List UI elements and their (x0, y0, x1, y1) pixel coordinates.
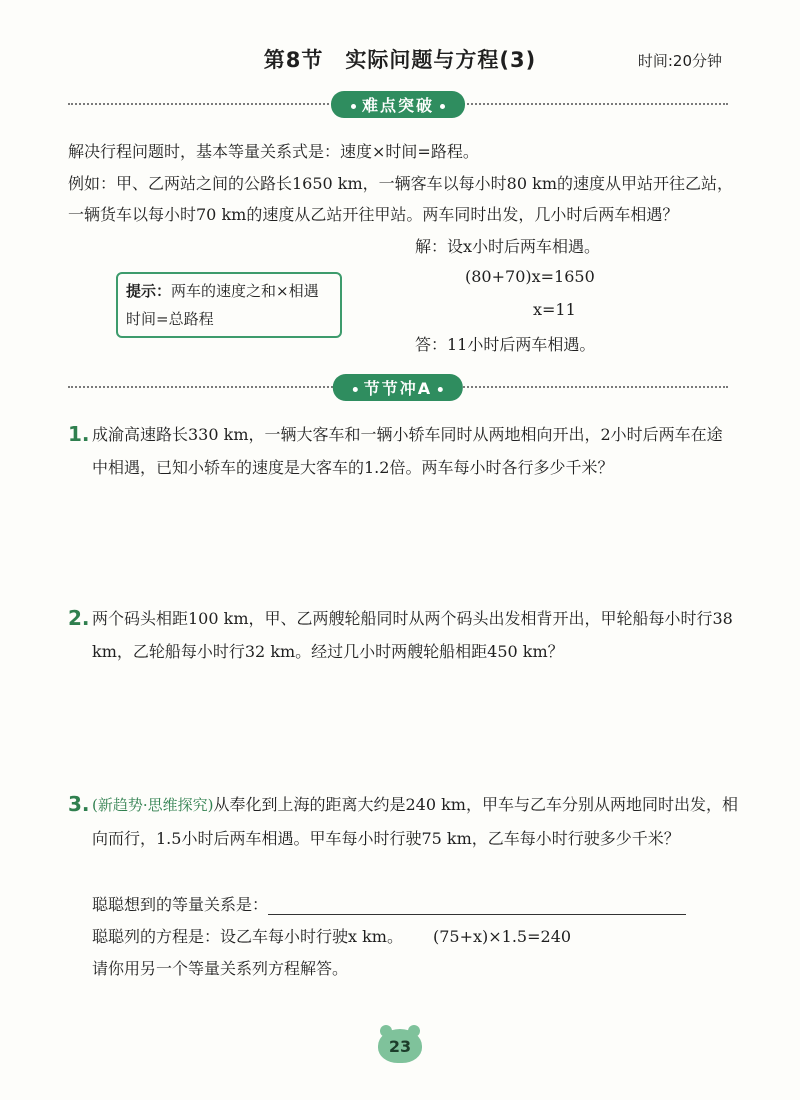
problem-text: 成渝高速路长330 km，一辆大客车和一辆小轿车同时从两地相向开出，2小时后两车在途中相遇，已知小轿车的速度是大客车的1.2倍。两车每小时各行多少千米？ (92, 425, 723, 477)
problem-text: 两个码头相距100 km，甲、乙两艘轮船同时从两个码头出发相背开出，甲轮船每小时行38 km，乙轮船每小时行32 km。经过几小时两艘轮船相距450 km？ (92, 609, 733, 661)
equation-line (92, 924, 571, 947)
problem-tag: (新趋势·思维探究) (92, 796, 214, 814)
problem-1 (68, 418, 738, 484)
equation: (75+x)×1.5=240 (432, 927, 572, 946)
page-number: 23 (378, 1029, 422, 1063)
hint-box (116, 272, 342, 338)
section-divider-practice (68, 374, 728, 400)
answer-blank[interactable] (268, 896, 686, 915)
example-text: 例如：甲、乙两站之间的公路长1650 km，一辆客车以每小时80 km的速度从甲站开往乙站，一辆货车以每小时70 km的速度从乙站开往甲站。两车同时出发，几小时后两车相遇？ (68, 174, 733, 224)
problem-2 (68, 602, 738, 668)
section-badge: 节节冲A (333, 374, 463, 401)
equation-label: 聪聪列的方程是：设乙车每小时行驶x km。 (92, 927, 403, 946)
hint-text: 两车的速度之和×相遇时间=总路程 (126, 282, 319, 328)
solution-line: x=11 (533, 300, 576, 319)
problem-text: 从奉化到上海的距离大约是240 km，甲车与乙车分别从两地同时出发，相向而行，1.5小时后两车相遇。甲车每小时行驶75 km，乙车每小时行驶多少千米？ (92, 795, 738, 848)
instruction-line: 请你用另一个等量关系列方程解答。 (92, 959, 349, 978)
section-badge: 难点突破 (331, 91, 465, 118)
section-divider-difficulty (68, 91, 728, 117)
rule-text: 解决行程问题时，基本等量关系式是：速度×时间=路程。 (68, 142, 479, 161)
solution-line: 答：11小时后两车相遇。 (415, 335, 596, 354)
relation-prompt (92, 892, 686, 915)
hint-label: 提示： (126, 282, 172, 300)
solution-line: 解：设x小时后两车相遇。 (415, 237, 601, 256)
time-limit: 时间:20分钟 (637, 52, 722, 70)
problem-number: 1. (68, 422, 90, 446)
relation-label: 聪聪想到的等量关系是： (92, 895, 269, 914)
problem-number: 3. (68, 792, 90, 816)
problem-body (92, 788, 738, 855)
problem-3 (68, 788, 738, 855)
problem-number: 2. (68, 606, 90, 630)
page-title: 第8节 实际问题与方程(3) (263, 48, 537, 72)
solution-line: (80+70)x=1650 (465, 267, 595, 286)
